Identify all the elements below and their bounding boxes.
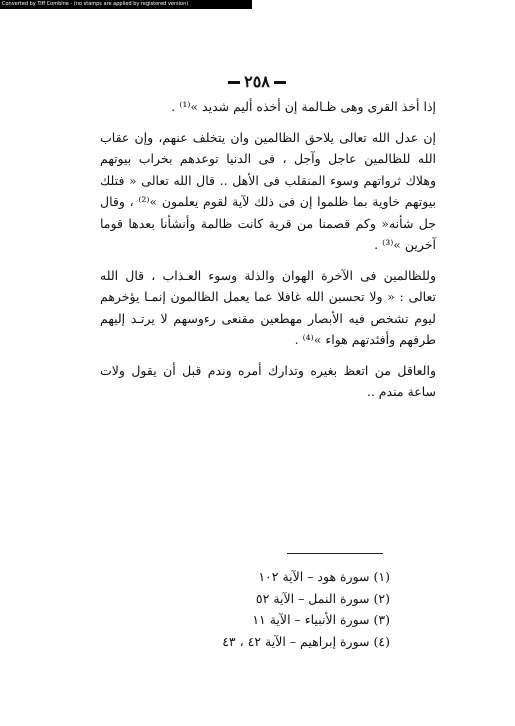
page-number-dash-left	[228, 81, 240, 84]
page-number-value: ٢٥٨	[244, 72, 270, 91]
paragraph-2: إن عدل الله تعالى يلاحق الظالمين وان يتخلف عنهم، وإن عقاب الله للظالمين عاجل وآجل ، فى الدنيا توعدهم بخراب بيوتهم وهلاك ثرواتهم وسوء المنقلب فى الأهل .. قال الله تعالى « فتلك بيوتهم خاوية بما ظلموا إن فى ذلك لآية لقوم يعلمون »⁽²⁾ ، وقال جل شأنه« وكم قصمنا من قرية كانت ظالمة وأنشأنا بعدها قوما آخرين »⁽³⁾ .	[100, 129, 436, 252]
converter-banner: Converted by Tiff Combine - (no stamps are applied by registered version)	[0, 0, 252, 9]
footnote-2: (٢) سورة النمل – الآية ٥٢	[255, 590, 390, 606]
page-number-dash-right	[274, 81, 286, 84]
body-text	[100, 96, 436, 412]
footnotes	[222, 566, 390, 652]
paragraph-1: إذا أخذ القرى وهى ظـالمة إن أخذه أليم شديد »⁽¹⁾ .	[171, 99, 436, 114]
footnote-1: (١) سورة هود – الآية ١٠٢	[258, 569, 390, 584]
paragraph-3: وللظالمين فى الآخرة الهوان والذلة وسوء العـذاب ، قال الله تعالى : « ولا تحسبن الله غافلا عما يعمل الظالمون إنمـا يؤخرهم ليوم تشخص فيه الأبصار مهطعين مقنعى رءوسهم لا يرتـد إليهم طرفهم وأفئدتهم هواء »⁽⁴⁾ .	[100, 267, 436, 347]
footnote-4: (٤) سورة إبراهيم – الآية ٤٢ ، ٤٣	[222, 633, 390, 649]
paragraph-4: والعاقل من اتعظ بغيره وتدارك أمره وندم قبل أن يقول ولات ساعة مندم ..	[100, 362, 436, 399]
page-number	[222, 72, 292, 92]
footnote-3: (٣) سورة الأنبياء – الآية ١١	[252, 612, 390, 627]
footnote-separator	[287, 553, 383, 554]
